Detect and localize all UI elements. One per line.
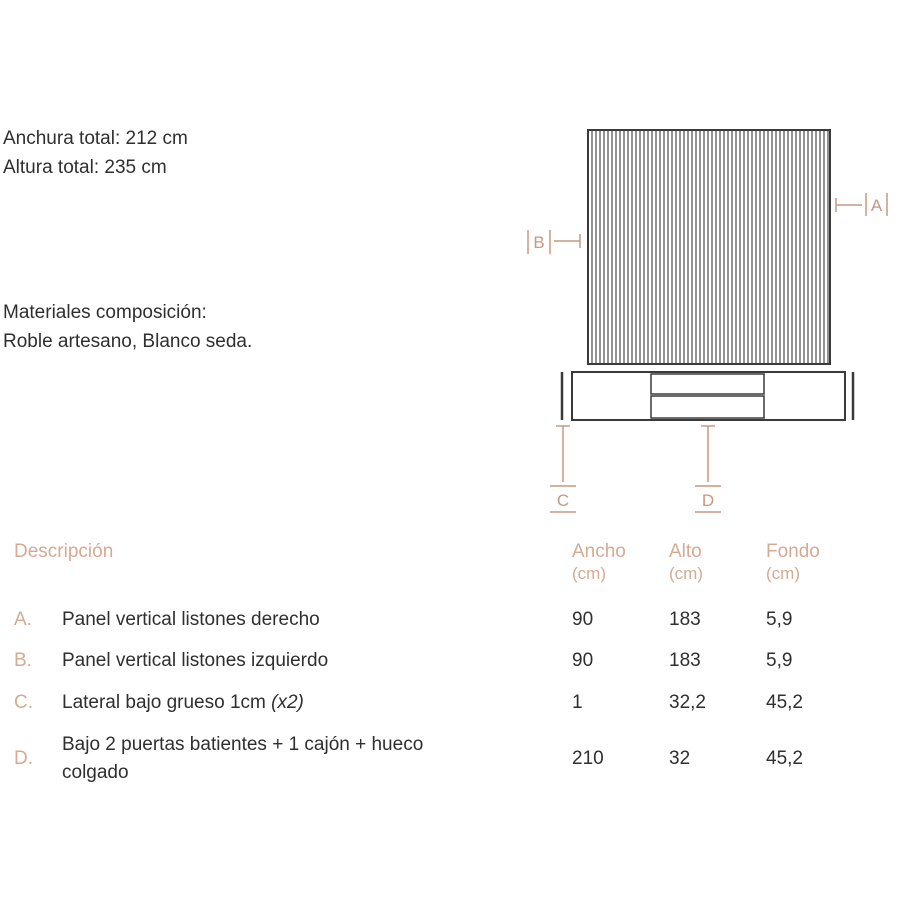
callout-d-label: D [701, 491, 715, 510]
header-width-label: Ancho [572, 541, 626, 562]
row-description-quantity: (x2) [271, 692, 304, 713]
row-description-text: Lateral bajo grueso 1cm [62, 692, 266, 713]
row-height: 183 [669, 609, 701, 630]
row-depth: 5,9 [766, 650, 793, 671]
hanging-niche [651, 396, 764, 418]
row-width: 90 [572, 609, 594, 630]
header-depth-unit: (cm) [766, 564, 800, 583]
header-depth [766, 541, 820, 585]
row-depth: 45,2 [766, 692, 803, 713]
row-letter: A. [14, 609, 32, 630]
row-description: Panel vertical listones derecho [62, 609, 320, 630]
total-height-text: Altura total: 235 cm [3, 157, 167, 178]
slatted-panel [588, 130, 830, 364]
header-height-label: Alto [669, 541, 702, 562]
row-letter: B. [14, 650, 32, 671]
row-letter: D. [14, 748, 33, 769]
callout-a-label: A [870, 196, 883, 215]
header-width-unit: (cm) [572, 564, 606, 583]
base-cabinet [562, 372, 853, 420]
callout-b-label: B [533, 233, 545, 252]
callout-c-label: C [556, 491, 570, 510]
header-height [669, 541, 703, 585]
row-height: 32,2 [669, 692, 706, 713]
row-depth: 5,9 [766, 609, 793, 630]
row-width: 90 [572, 650, 594, 671]
row-description [62, 689, 482, 717]
row-letter: C. [14, 692, 33, 713]
row-description: Panel vertical listones izquierdo [62, 650, 329, 671]
header-width [572, 541, 626, 585]
row-depth: 45,2 [766, 748, 803, 769]
row-width: 210 [572, 748, 604, 769]
row-description: Bajo 2 puertas batientes + 1 cajón + hueco colgado [62, 734, 424, 783]
callout-a [836, 193, 887, 216]
callout-c [550, 426, 576, 512]
materials-label: Materiales composición: [3, 302, 207, 323]
header-height-unit: (cm) [669, 564, 703, 583]
row-height: 32 [669, 748, 691, 769]
header-description: Descripción [14, 541, 114, 562]
header-depth-label: Fondo [766, 541, 820, 562]
drawer [651, 374, 764, 394]
row-width: 1 [572, 692, 583, 713]
callout-d [695, 426, 721, 512]
row-height: 183 [669, 650, 701, 671]
callout-b [528, 230, 580, 254]
materials-value: Roble artesano, Blanco seda. [3, 331, 253, 352]
total-width-text: Anchura total: 212 cm [3, 128, 188, 149]
